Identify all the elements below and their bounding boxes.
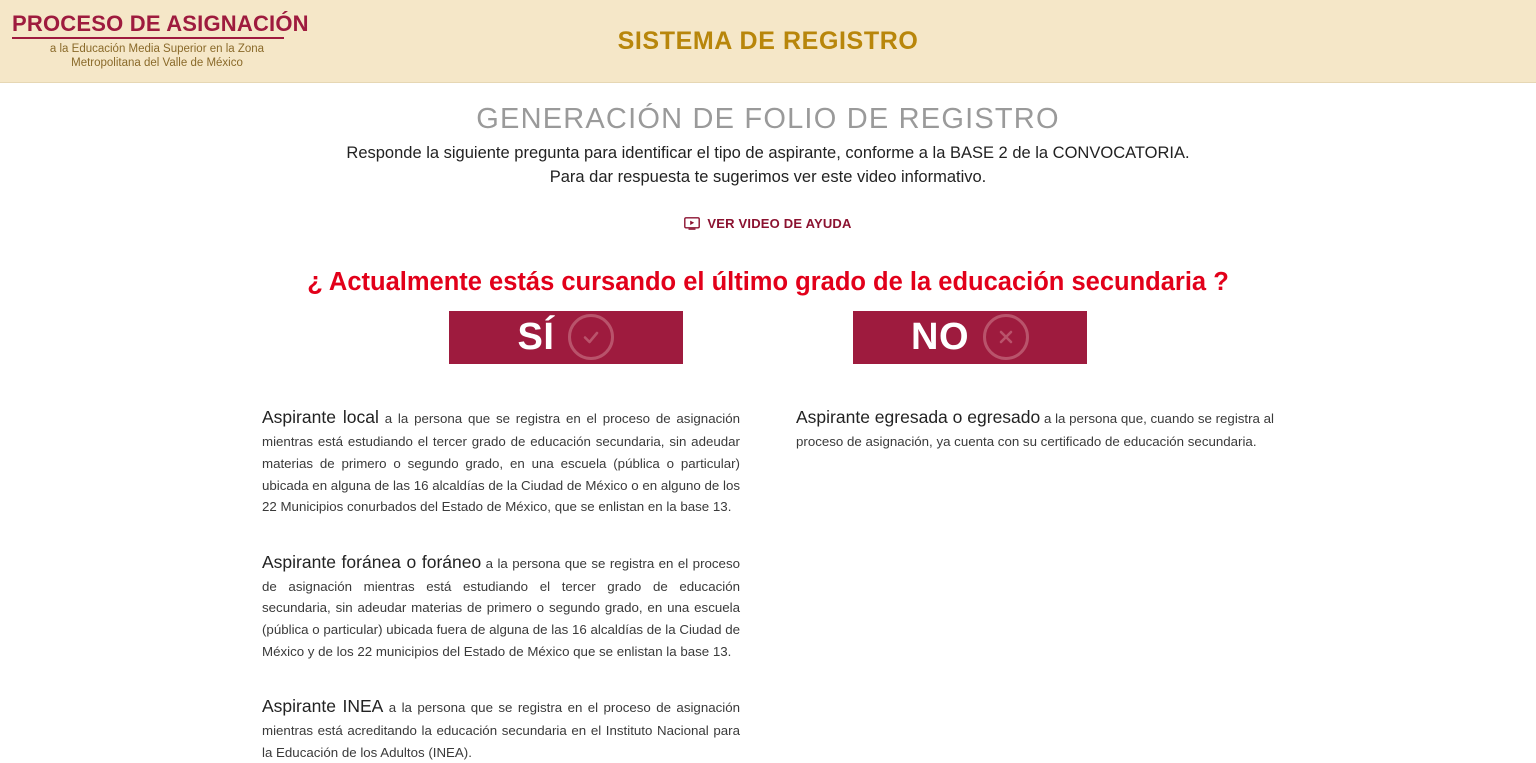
brand-divider bbox=[12, 37, 284, 39]
answer-yes-label: SÍ bbox=[517, 316, 555, 359]
definitions-column-left bbox=[262, 390, 740, 763]
check-circle-icon bbox=[568, 314, 614, 360]
answer-yes-button[interactable] bbox=[449, 311, 683, 364]
page-title: GENERACIÓN DE FOLIO DE REGISTRO bbox=[476, 103, 1060, 135]
definition-text: a la persona que se registra en el proceso de asignación mientras está acreditando la educación secundaria en el Instituto Nacional para la Educación de los Adultos (INEA). bbox=[262, 700, 741, 760]
definition-text: a la persona que, cuando se registra al proceso de asignación, ya cuenta con su certificado de educación secundaria. bbox=[796, 411, 1274, 450]
definition-item bbox=[796, 403, 1274, 453]
answer-buttons bbox=[0, 311, 1536, 364]
definition-item bbox=[262, 692, 740, 763]
definition-term: Aspirante foránea o foráneo bbox=[262, 551, 482, 572]
definition-text: a la persona que se registra en el proceso de asignación mientras está estudiando el tercer grado de educación secundaria, sin adeudar materias de primero o segundo grado, en una escuela (pública o particular) ubicada fuera de alguna de las 16 alcaldías de la Ciudad de México y de los 22 municipios del Estado de México que se enlistan la base 13. bbox=[262, 555, 740, 659]
system-title: SISTEMA DE REGISTRO bbox=[617, 26, 919, 55]
brand-subtitle-line2: Metropolitana del Valle de México bbox=[71, 57, 243, 70]
intro-line-1: Responde la siguiente pregunta para identificar el tipo de aspirante, conforme a la BASE 2 de la CONVOCATORIA. bbox=[346, 144, 1190, 162]
cross-circle-icon bbox=[983, 314, 1029, 360]
definition-term: Aspirante local bbox=[262, 407, 379, 428]
intro-line-2: Para dar respuesta te sugerimos ver este video informativo. bbox=[549, 167, 987, 186]
definitions-column-right bbox=[796, 390, 1274, 763]
video-help-label: VER VIDEO DE AYUDA bbox=[707, 215, 852, 231]
brand-title: PROCESO DE ASIGNACIÓN bbox=[12, 11, 309, 36]
brand-logo bbox=[12, 11, 309, 71]
main-content bbox=[0, 83, 1536, 763]
intro-text bbox=[0, 142, 1536, 190]
question-text: ¿ Actualmente estás cursando el último grado de la educación secundaria ? bbox=[307, 267, 1229, 296]
definition-term: Aspirante egresada o egresado bbox=[796, 407, 1041, 428]
brand-subtitle-line1: a la Educación Media Superior en la Zona bbox=[49, 43, 265, 56]
video-help-row bbox=[0, 216, 1536, 235]
answer-no-label: NO bbox=[911, 316, 969, 359]
definitions-area bbox=[0, 390, 1536, 763]
video-help-link[interactable] bbox=[684, 216, 851, 231]
video-screen-icon bbox=[684, 217, 700, 230]
definition-term: Aspirante INEA bbox=[262, 696, 384, 717]
page-header bbox=[0, 0, 1536, 83]
definition-item bbox=[262, 548, 740, 662]
definition-item bbox=[262, 403, 740, 517]
answer-no-button[interactable] bbox=[853, 311, 1087, 364]
definition-text: a la persona que se registra en el proceso de asignación mientras está estudiando el tercer grado de educación secundaria, sin adeudar materias de primero o segundo grado, en una escuela (pública o particular) ubicada en alguna de las 16 alcaldías de la Ciudad de México o en alguno de los 22 Municipios conurbados del Estado de México, que se enlistan en la base 13. bbox=[262, 411, 740, 515]
